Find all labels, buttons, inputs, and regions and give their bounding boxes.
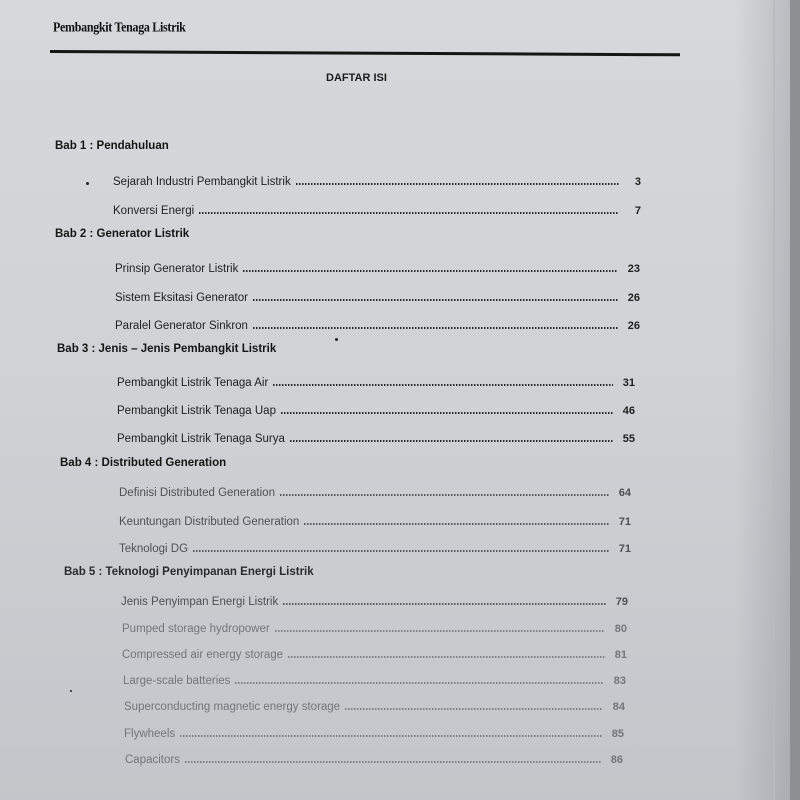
entry-title: Paralel Generator Sinkron xyxy=(115,320,248,332)
toc-entry xyxy=(121,592,628,608)
leader-dots xyxy=(290,440,613,442)
entry-title: Keuntungan Distributed Generation xyxy=(119,516,300,528)
ink-speck xyxy=(335,338,338,341)
entry-page: 71 xyxy=(618,516,631,528)
entry-title: Sejarah Industri Pembangkit Listrik xyxy=(113,176,291,188)
toc-entry xyxy=(115,259,640,275)
entry-title: Definisi Distributed Generation xyxy=(119,487,275,499)
leader-dots xyxy=(253,299,618,301)
entry-title: Teknologi DG xyxy=(119,543,189,555)
toc-entry xyxy=(122,645,627,661)
entry-page: 46 xyxy=(622,405,635,417)
page-shadow xyxy=(735,0,790,800)
leader-dots xyxy=(283,603,606,605)
toc-entry xyxy=(115,316,640,332)
entry-page: 26 xyxy=(627,292,640,304)
chapter-5-heading: Bab 5 : Teknologi Penyimpanan Energi Listrik xyxy=(64,566,314,578)
entry-page: 79 xyxy=(615,596,628,608)
chapter-2-heading: Bab 2 : Generator Listrik xyxy=(55,228,190,240)
entry-page: 31 xyxy=(622,377,635,389)
entry-page: 23 xyxy=(627,263,640,275)
entry-page: 26 xyxy=(627,320,640,332)
entry-title: Sistem Eksitasi Generator xyxy=(115,292,248,304)
leader-dots xyxy=(180,735,602,737)
leader-dots xyxy=(304,523,609,525)
leader-dots xyxy=(199,212,619,214)
toc-entry xyxy=(123,671,626,687)
toc-entry xyxy=(119,539,631,555)
leader-dots xyxy=(235,682,604,684)
page-edge xyxy=(773,0,775,800)
leader-dots xyxy=(296,183,619,185)
entry-page: 55 xyxy=(622,433,635,445)
ink-speck xyxy=(86,182,89,185)
toc-entry xyxy=(124,697,625,713)
toc-entry xyxy=(117,429,635,445)
entry-page: 85 xyxy=(611,728,624,740)
leader-dots xyxy=(275,630,605,632)
leader-dots xyxy=(281,412,613,414)
toc-entry xyxy=(119,483,631,499)
toc-entry xyxy=(119,512,631,528)
chapter-1-heading: Bab 1 : Pendahuluan xyxy=(55,140,169,152)
entry-title: Pembangkit Listrik Tenaga Surya xyxy=(117,433,285,445)
entry-title: Capacitors xyxy=(125,754,180,766)
entry-title: Pumped storage hydropower xyxy=(122,623,270,635)
header-rule xyxy=(50,50,680,56)
toc-entry xyxy=(115,288,640,304)
leader-dots xyxy=(193,550,609,552)
entry-title: Superconducting magnetic energy storage xyxy=(124,701,341,713)
toc-entry xyxy=(113,201,641,217)
entry-page: 71 xyxy=(618,543,631,555)
toc-entry xyxy=(125,750,623,766)
chapter-3-heading: Bab 3 : Jenis – Jenis Pembangkit Listrik xyxy=(57,343,277,355)
entry-page: 3 xyxy=(634,176,641,188)
entry-page: 84 xyxy=(612,701,625,713)
entry-page: 83 xyxy=(613,675,626,687)
leader-dots xyxy=(243,270,618,272)
entry-page: 7 xyxy=(634,205,641,217)
ink-speck xyxy=(70,690,72,692)
entry-title: Konversi Energi xyxy=(113,205,195,217)
entry-page: 80 xyxy=(614,623,627,635)
entry-title: Pembangkit Listrik Tenaga Uap xyxy=(117,405,276,417)
leader-dots xyxy=(280,494,609,496)
running-header: Pembangkit Tenaga Listrik xyxy=(53,19,186,35)
leader-dots xyxy=(288,656,605,658)
toc-title: DAFTAR ISI xyxy=(326,72,387,84)
entry-page: 64 xyxy=(618,487,631,499)
entry-title: Prinsip Generator Listrik xyxy=(115,263,239,275)
leader-dots xyxy=(345,708,603,710)
toc-entry xyxy=(117,401,635,417)
entry-page: 81 xyxy=(614,649,627,661)
entry-page: 86 xyxy=(610,754,623,766)
leader-dots xyxy=(273,384,613,386)
toc-entry xyxy=(113,172,641,188)
entry-title: Pembangkit Listrik Tenaga Air xyxy=(117,377,269,389)
leader-dots xyxy=(185,761,601,763)
toc-entry xyxy=(122,619,627,635)
entry-title: Compressed air energy storage xyxy=(122,649,284,661)
toc-entry xyxy=(117,373,635,389)
chapter-4-heading: Bab 4 : Distributed Generation xyxy=(60,457,227,469)
entry-title: Flywheels xyxy=(124,728,176,740)
entry-title: Jenis Penyimpan Energi Listrik xyxy=(121,596,279,608)
leader-dots xyxy=(253,327,618,329)
toc-entry xyxy=(124,724,624,740)
entry-title: Large-scale batteries xyxy=(123,675,231,687)
